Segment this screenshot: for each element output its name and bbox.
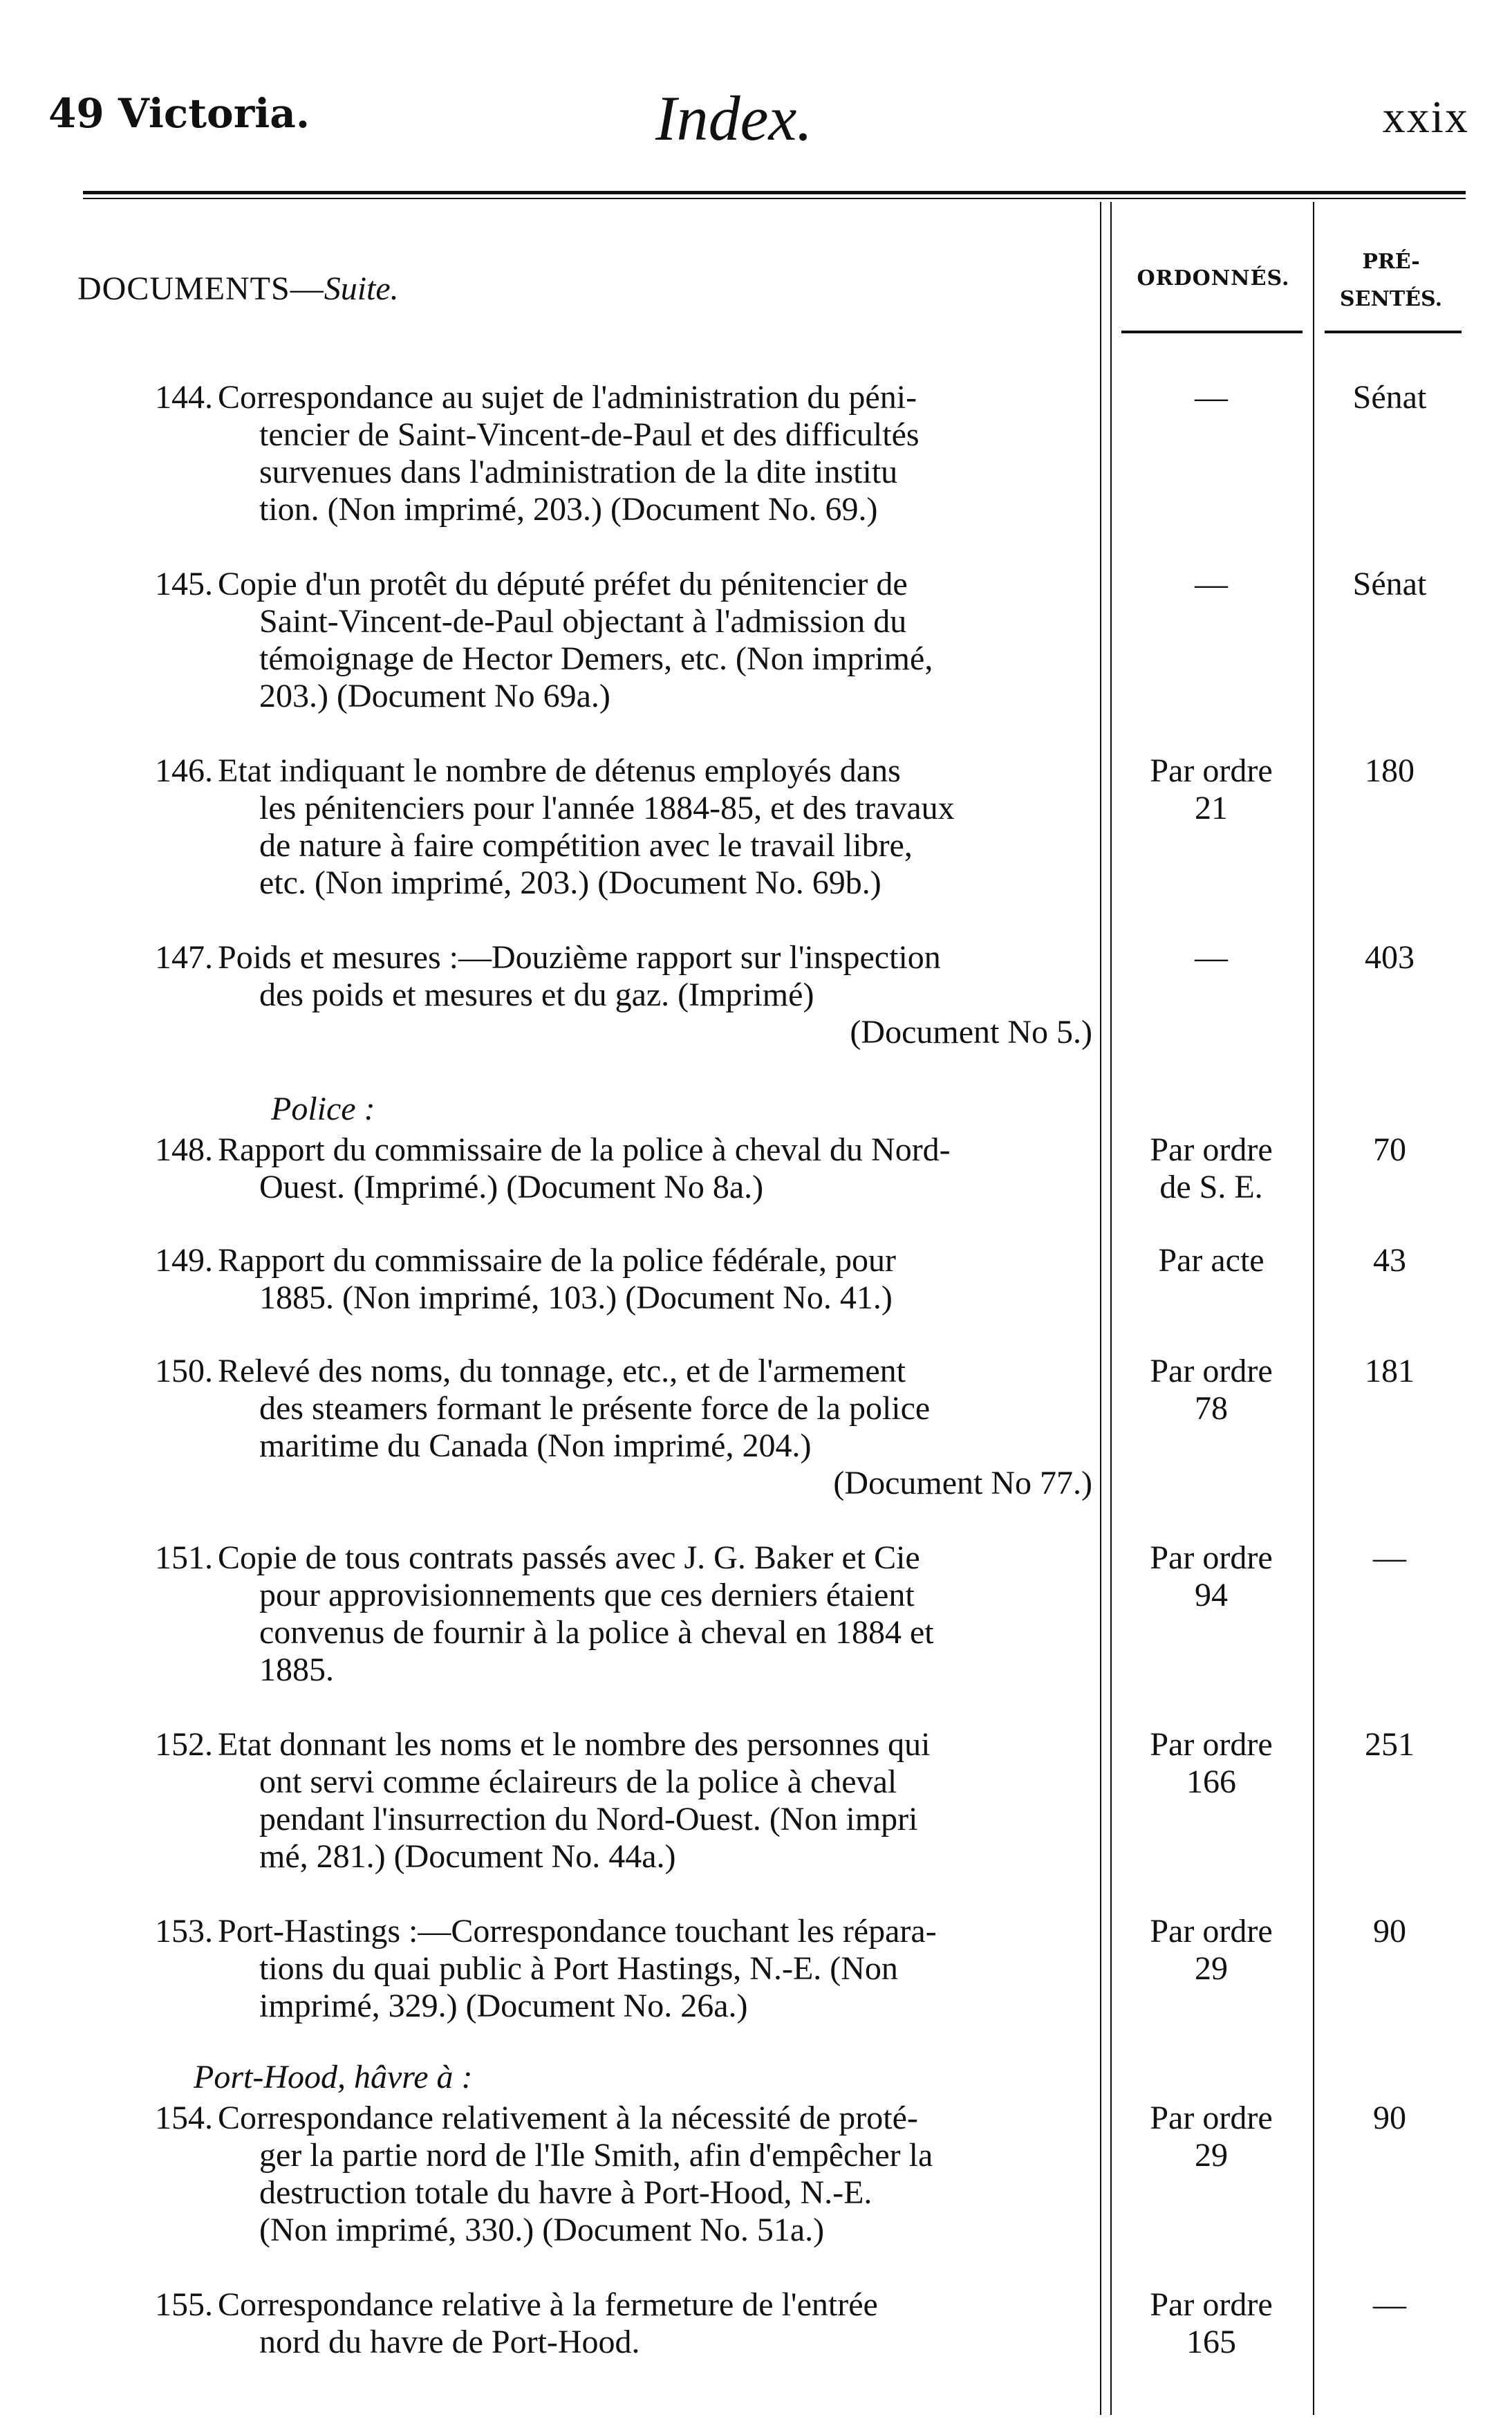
column-header-presentes: [1322, 243, 1460, 318]
session-label: 49 Victoria.: [48, 90, 310, 137]
entry-line: 203.) (Document No 69a.): [259, 678, 610, 714]
entry-ordonnes-line: 29: [1195, 2137, 1228, 2174]
entry-line: ger la partie nord de l'Ile Smith, afin d'empêcher la: [259, 2137, 933, 2174]
entry-ordonnes-line: Par ordre: [1150, 1131, 1273, 1168]
entry-number: 147.: [155, 939, 213, 976]
entry-presentes: 251: [1365, 1726, 1415, 1763]
entry-text: [218, 566, 1092, 715]
entry-number: 152.: [155, 1726, 213, 1763]
entry-number: 149.: [155, 1242, 213, 1279]
entry-presentes: 403: [1365, 939, 1415, 976]
entry-line: (Document No 5.): [850, 1014, 1092, 1050]
entry-line: survenues dans l'administration de la dite institu: [259, 454, 898, 490]
entry-line: Correspondance au sujet de l'administration du péni-: [218, 379, 917, 416]
entry-text: [218, 1242, 1092, 1317]
entry-line: 1885. (Non imprimé, 103.) (Document No. 41.): [259, 1279, 893, 1316]
entry-presentes: 180: [1365, 752, 1415, 789]
entry-line: Etat indiquant le nombre de détenus employés dans: [218, 752, 901, 789]
entry-line: convenus de fournir à la police à cheval en 1884 et: [259, 1614, 934, 1651]
entry-text: [218, 2100, 1092, 2249]
entry-line: les pénitenciers pour l'année 1884-85, et des travaux: [259, 790, 955, 826]
entry-line: imprimé, 329.) (Document No. 26a.): [259, 1988, 748, 2024]
entry-ordonnes: [1114, 939, 1308, 976]
header-rule-thick: [83, 191, 1466, 194]
entry-line: Copie d'un protêt du député préfet du pénitencier de: [218, 566, 908, 602]
column-header-underline-presentes: [1325, 331, 1462, 333]
entry-ordonnes-line: Par acte: [1158, 1242, 1264, 1279]
entry-line: Rapport du commissaire de la police à cheval du Nord-: [218, 1131, 951, 1168]
column-header-presentes-line2: SENTÉS.: [1339, 287, 1443, 311]
entry-ordonnes-line: 78: [1195, 1390, 1228, 1427]
entry-line: Port-Hastings :—Correspondance touchant les répara-: [218, 1913, 937, 1950]
entry-number: 151.: [155, 1539, 213, 1576]
entry-line: Ouest. (Imprimé.) (Document No 8a.): [259, 1169, 764, 1205]
entry-line: Rapport du commissaire de la police fédérale, pour: [218, 1242, 896, 1279]
entry-text: [218, 1131, 1092, 1206]
entry-number: 148.: [155, 1131, 213, 1168]
entry-line: tion. (Non imprimé, 203.) (Document No. 69.): [259, 491, 878, 528]
entry-number: 145.: [155, 566, 213, 602]
page-title: Index.: [655, 83, 813, 154]
entry-ordonnes: [1114, 1539, 1308, 1614]
subheading-police: Police :: [271, 1091, 375, 1127]
entry-presentes: —: [1373, 1539, 1406, 1576]
entry-ordonnes-line: Par ordre: [1150, 1726, 1273, 1763]
entry-text: [218, 379, 1092, 528]
entry-line: Poids et mesures :—Douzième rapport sur l'inspection: [218, 939, 941, 976]
entry-ordonnes: [1114, 379, 1308, 416]
column-divider-2: [1110, 202, 1112, 2415]
entry-text: [218, 1913, 1092, 2025]
entry-ordonnes-line: de S. E.: [1159, 1169, 1263, 1205]
header-rule-thin: [83, 198, 1466, 199]
entry-line: tencier de Saint-Vincent-de-Paul et des difficultés: [259, 416, 920, 453]
entry-presentes: —: [1373, 2286, 1406, 2323]
entry-presentes: 90: [1373, 2100, 1406, 2136]
entry-ordonnes-line: 166: [1186, 1763, 1236, 1800]
entry-line: pendant l'insurrection du Nord-Ouest. (Non impri: [259, 1801, 918, 1837]
entry-text: [218, 1539, 1092, 1689]
entry-line: tions du quai public à Port Hastings, N.-E. (Non: [259, 1950, 898, 1987]
column-divider-1: [1100, 202, 1101, 2415]
entry-line: Etat donnant les noms et le nombre des personnes qui: [218, 1726, 931, 1763]
entry-ordonnes: [1114, 2100, 1308, 2174]
entry-line: Copie de tous contrats passés avec J. G. Baker et Cie: [218, 1539, 920, 1576]
entry-ordonnes-line: 21: [1195, 790, 1228, 826]
entry-ordonnes: [1114, 1242, 1308, 1279]
entry-number: 153.: [155, 1913, 213, 1950]
entry-ordonnes-line: Par ordre: [1150, 1353, 1273, 1389]
entry-presentes: Sénat: [1352, 566, 1427, 602]
entry-presentes: 70: [1373, 1131, 1406, 1168]
entry-ordonnes-line: —: [1195, 566, 1228, 602]
entry-ordonnes-line: —: [1195, 379, 1228, 416]
entry-line: Correspondance relative à la fermeture de l'entrée: [218, 2286, 878, 2323]
entry-line: nord du havre de Port-Hood.: [259, 2324, 640, 2360]
entry-ordonnes-line: 165: [1186, 2324, 1236, 2360]
entry-line: témoignage de Hector Demers, etc. (Non imprimé,: [259, 640, 933, 677]
column-header-underline-ordonnes: [1121, 331, 1303, 333]
running-head: [0, 82, 1512, 158]
entry-ordonnes-line: —: [1195, 939, 1228, 976]
entry-line: (Document No 77.): [833, 1465, 1092, 1501]
page-number: xxix: [1382, 92, 1469, 142]
entry-line: Saint-Vincent-de-Paul objectant à l'admission du: [259, 603, 907, 640]
subheading-port-hood: Port-Hood, hâvre à :: [194, 2059, 473, 2095]
entry-text: [218, 2286, 1092, 2361]
entry-ordonnes: [1114, 1913, 1308, 1988]
entry-presentes: 181: [1365, 1353, 1415, 1389]
column-header-ordonnes: ORDONNÉS.: [1137, 266, 1290, 290]
entry-line: maritime du Canada (Non imprimé, 204.): [259, 1427, 812, 1464]
entry-line: des steamers formant le présente force de la police: [259, 1390, 931, 1427]
entry-text: [218, 752, 1092, 902]
entry-ordonnes: [1114, 1353, 1308, 1427]
entry-line: ont servi comme éclaireurs de la police à cheval: [259, 1763, 897, 1800]
entry-presentes: 90: [1373, 1913, 1406, 1950]
entry-presentes: 43: [1373, 1242, 1406, 1279]
entry-ordonnes: [1114, 752, 1308, 827]
section-heading-suite: Suite.: [324, 270, 399, 307]
entry-line: des poids et mesures et du gaz. (Imprimé): [259, 976, 814, 1013]
entry-line: mé, 281.) (Document No. 44a.): [259, 1838, 676, 1875]
entry-line: destruction totale du havre à Port-Hood, N.-E.: [259, 2174, 872, 2211]
entry-ordonnes-line: Par ordre: [1150, 752, 1273, 789]
entry-text: [218, 939, 1092, 1051]
entry-text: [218, 1726, 1092, 1876]
entry-presentes: Sénat: [1352, 379, 1427, 416]
entry-line: Correspondance relativement à la nécessité de proté-: [218, 2100, 918, 2136]
entry-ordonnes-line: Par ordre: [1150, 1539, 1273, 1576]
entry-ordonnes: [1114, 2286, 1308, 2361]
entry-ordonnes: [1114, 1131, 1308, 1206]
entry-ordonnes-line: Par ordre: [1150, 2100, 1273, 2136]
column-divider-3: [1313, 202, 1314, 2415]
entry-line: Relevé des noms, du tonnage, etc., et de l'armement: [218, 1353, 906, 1389]
entry-number: 154.: [155, 2100, 213, 2136]
entry-line: pour approvisionnements que ces derniers étaient: [259, 1577, 915, 1613]
entry-line: (Non imprimé, 330.) (Document No. 51a.): [259, 2212, 825, 2248]
entry-ordonnes: [1114, 1726, 1308, 1801]
entry-line: de nature à faire compétition avec le travail libre,: [259, 827, 913, 864]
entry-ordonnes-line: 94: [1195, 1577, 1228, 1613]
entry-number: 146.: [155, 752, 213, 789]
entry-ordonnes-line: 29: [1195, 1950, 1228, 1987]
entry-text: [218, 1353, 1092, 1502]
entry-line: etc. (Non imprimé, 203.) (Document No. 69b.): [259, 864, 881, 901]
section-heading-label: DOCUMENTS—: [77, 270, 324, 307]
column-header-presentes-line1: PRÉ-: [1362, 250, 1420, 274]
entry-number: 155.: [155, 2286, 213, 2323]
entry-ordonnes-line: Par ordre: [1150, 2286, 1273, 2323]
entry-number: 144.: [155, 379, 213, 416]
section-heading: [77, 270, 399, 308]
entry-ordonnes: [1114, 566, 1308, 603]
entry-line: 1885.: [259, 1651, 334, 1688]
entry-number: 150.: [155, 1353, 213, 1389]
entry-ordonnes-line: Par ordre: [1150, 1913, 1273, 1950]
